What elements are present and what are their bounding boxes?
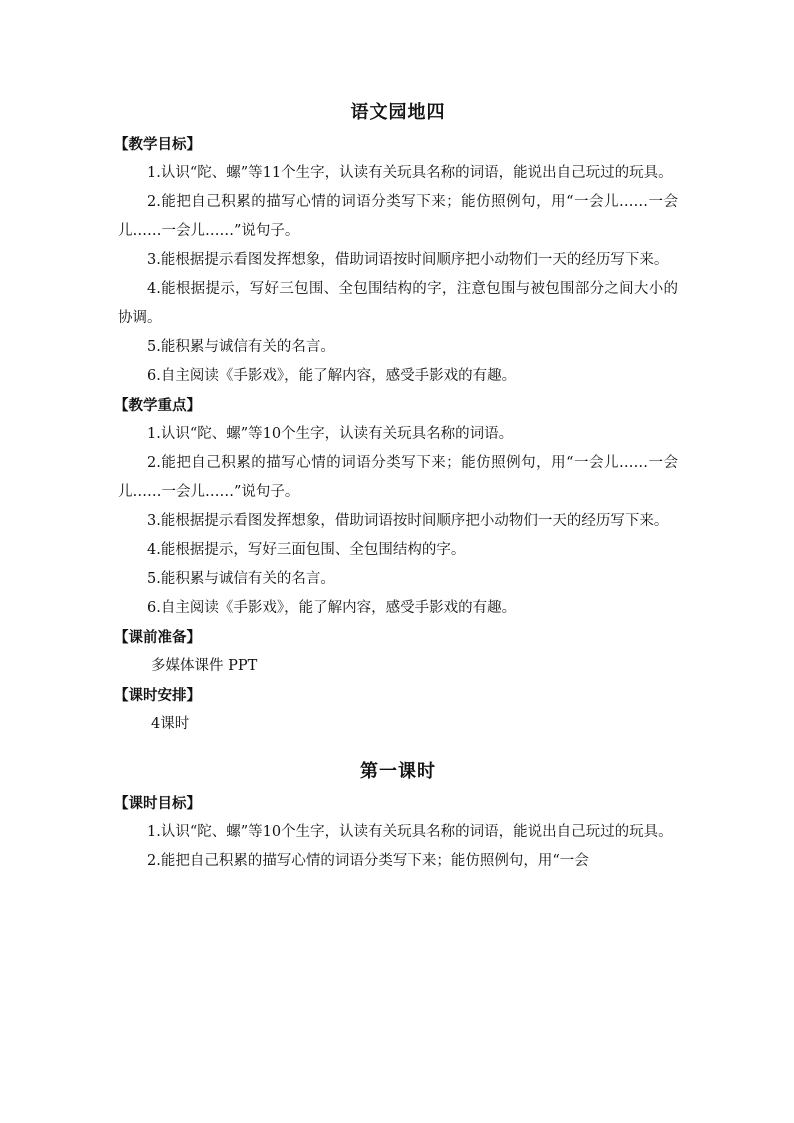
section-schedule [114, 681, 678, 739]
page-title: 语文园地四 [350, 102, 446, 123]
lesson-objective-item: 1.认识“陀、螺”等10个生字，认读有关玩具名称的词语，能说出自己玩过的玩具。 [147, 824, 673, 840]
section-preparation [114, 623, 678, 681]
section-heading: 【教学目标】 [114, 136, 201, 153]
section-heading: 【课时安排】 [114, 687, 201, 704]
objective-item: 2.能把自己积累的描写心情的词语分类写下来；能仿照例句，用“一会儿……一会儿……一会儿……”说句子。 [118, 194, 678, 239]
section-heading: 【教学重点】 [114, 397, 201, 414]
lesson-objective-item: 2.能把自己积累的描写心情的词语分类写下来；能仿照例句，用“一会 [147, 853, 589, 869]
key-point-item: 2.能把自己积累的描写心情的词语分类写下来；能仿照例句，用“一会儿……一会儿……一会儿……”说句子。 [118, 455, 678, 500]
objective-item: 4.能根据提示，写好三包围、全包围结构的字，注意包围与被包围部分之间大小的协调。 [118, 281, 678, 326]
schedule-text: 4课时 [151, 716, 190, 732]
document-body [114, 100, 678, 876]
section-teaching-objectives [114, 130, 678, 391]
key-point-item: 4.能根据提示，写好三面包围、全包围结构的字。 [147, 542, 466, 558]
objective-item: 5.能积累与诚信有关的名言。 [147, 339, 335, 355]
section-heading: 【课时目标】 [114, 795, 201, 812]
key-point-item: 6.自主阅读《手影戏》，能了解内容，感受手影戏的有趣。 [147, 600, 517, 616]
section-key-points [114, 391, 678, 623]
lesson-title: 第一课时 [360, 761, 436, 782]
preparation-text: 多媒体课件 PPT [151, 658, 258, 674]
objective-item: 1.认识“陀、螺”等11个生字，认读有关玩具名称的词语，能说出自己玩过的玩具。 [147, 165, 673, 181]
objective-item: 3.能根据提示看图发挥想象，借助词语按时间顺序把小动物们一天的经历写下来。 [147, 252, 669, 268]
key-point-item: 3.能根据提示看图发挥想象，借助词语按时间顺序把小动物们一天的经历写下来。 [147, 513, 669, 529]
objective-item: 6.自主阅读《手影戏》，能了解内容，感受手影戏的有趣。 [147, 368, 517, 384]
section-heading: 【课前准备】 [114, 629, 201, 646]
section-lesson-objectives [114, 789, 678, 876]
key-point-item: 1.认识“陀、螺”等10个生字，认读有关玩具名称的词语。 [147, 426, 514, 442]
key-point-item: 5.能积累与诚信有关的名言。 [147, 571, 335, 587]
